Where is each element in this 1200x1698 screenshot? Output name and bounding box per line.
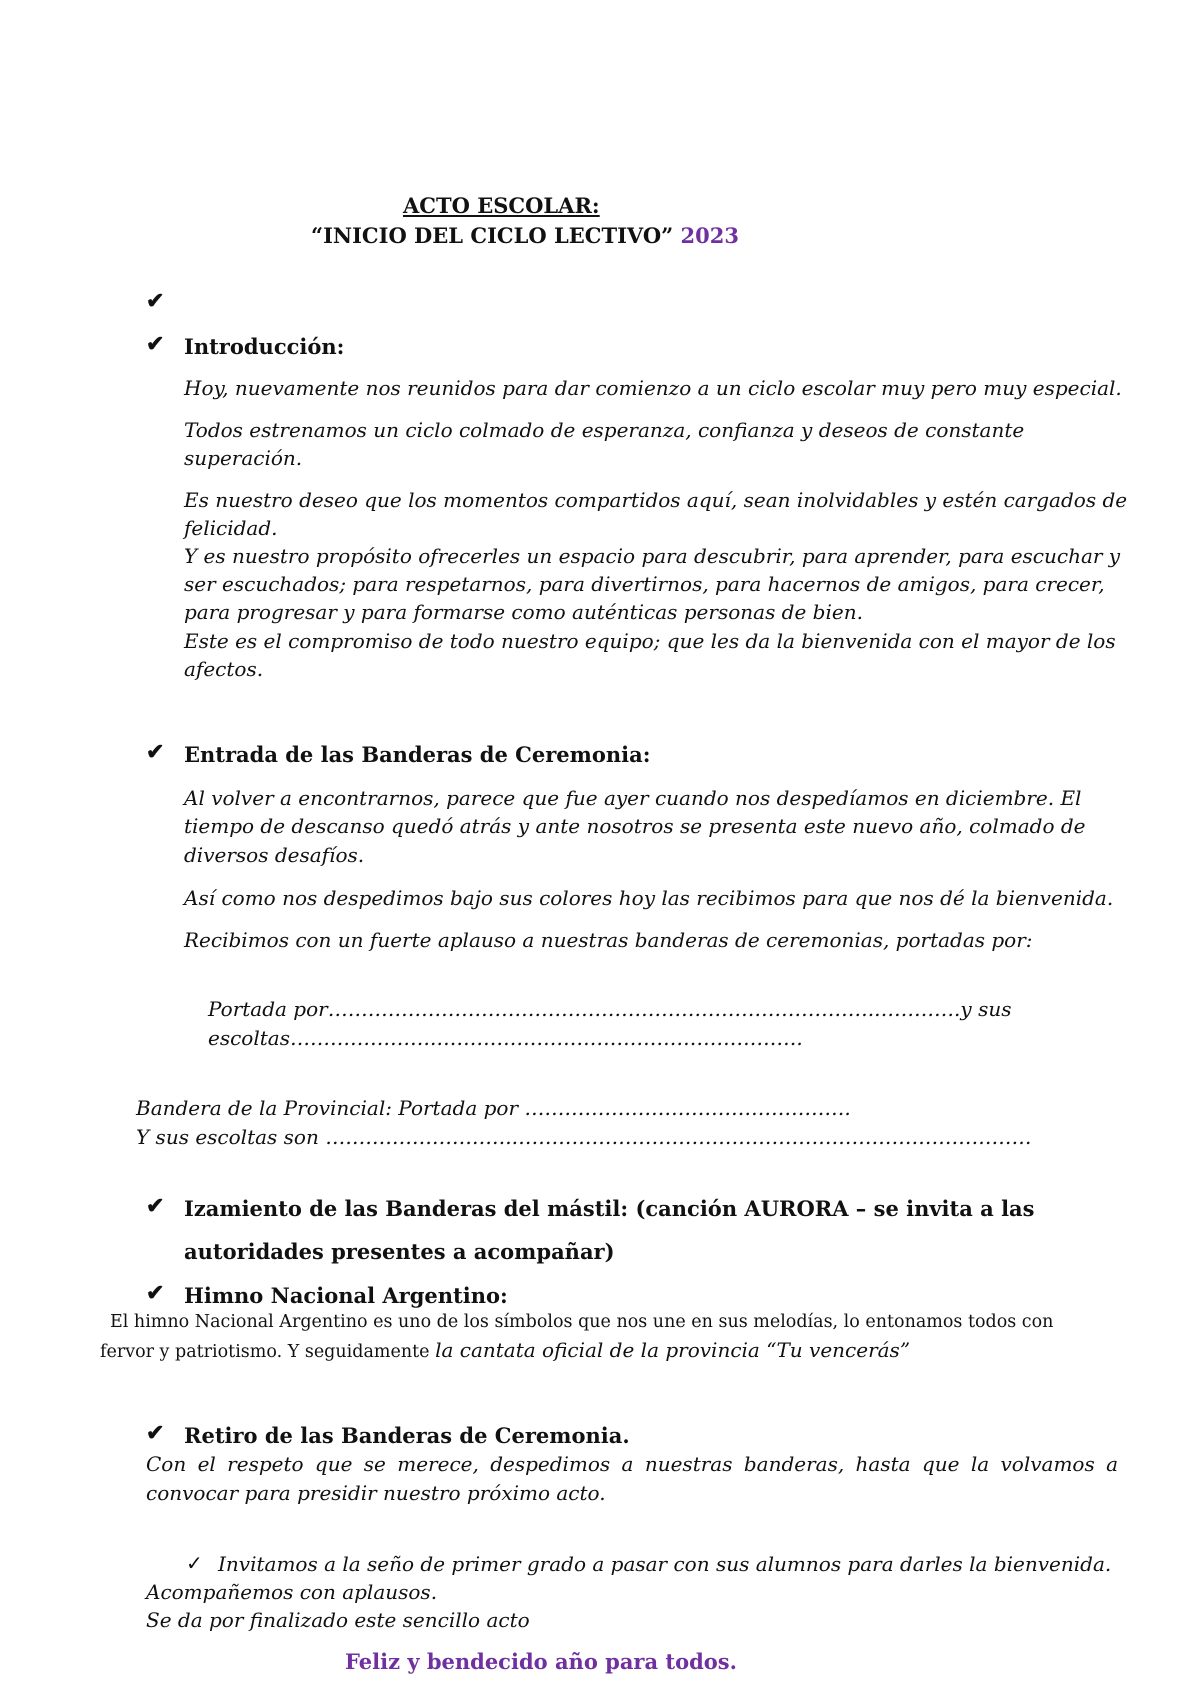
bandera-provincial-line-2: Y sus escoltas son ……………………….…………………………………………………………………… [136, 1125, 1032, 1149]
intro-paragraph-5-line-1: Este es el compromiso de todo nuestro equipo; que les da la bienvenida con el mayor de los [184, 629, 1116, 653]
finalizado-text: Se da por finalizado este sencillo acto [146, 1608, 530, 1632]
intro-paragraph-2-line-2: superación. [184, 446, 303, 470]
check-icon: ✔ [146, 288, 165, 314]
acompanemos-text: Acompañemos con aplausos. [146, 1580, 438, 1604]
himno-text-line-2 [100, 1337, 910, 1365]
intro-paragraph-4-line-1: Y es nuestro propósito ofrecerles un espacio para descubrir, para aprender, para escuchar y [184, 544, 1121, 568]
entrada-paragraph-2: Así como nos despedimos bajo sus colores hoy las recibimos para que nos dé la bienvenida. [184, 886, 1114, 910]
invitamos-text: Invitamos a la seño de primer grado a pasar con sus alumnos para darles la bienvenida. [218, 1552, 1112, 1576]
section-heading-entrada: Entrada de las Banderas de Ceremonia: [184, 742, 651, 767]
entrada-paragraph-3: Recibimos con un fuerte aplauso a nuestras banderas de ceremonias, portadas por: [184, 928, 1033, 952]
check-icon: ✔ [146, 1193, 165, 1219]
intro-paragraph-4-line-2: ser escuchados; para respetarnos, para divertirnos, para hacernos de amigos, para crecer, [184, 572, 1105, 596]
himno-text-line-1: El himno Nacional Argentino es uno de los símbolos que nos une en sus melodías, lo entonamos todos con [110, 1312, 1054, 1332]
portada-line-1: Portada por……………………………………………………………………….………….y sus [208, 997, 1012, 1021]
section-heading-himno: Himno Nacional Argentino: [184, 1283, 508, 1308]
intro-paragraph-1: Hoy, nuevamente nos reunidos para dar comienzo a un ciclo escolar muy pero muy especial. [184, 376, 1122, 400]
section-heading-introduccion: Introducción: [184, 334, 345, 359]
retiro-paragraph-line-1: Con el respeto que se merece, despedimos a nuestras banderas, hasta que la volvamos a [146, 1452, 1119, 1476]
title-line-1: ACTO ESCOLAR: [403, 193, 600, 218]
section-heading-retiro: Retiro de las Banderas de Ceremonia. [184, 1423, 630, 1448]
title-year: 2023 [680, 223, 739, 248]
intro-paragraph-5-line-2: afectos. [184, 657, 264, 681]
section-heading-izamiento-line-2: autoridades presentes a acompañar) [184, 1239, 615, 1264]
intro-paragraph-4-line-3: para progresar y para formarse como auténticas personas de bien. [184, 600, 863, 624]
intro-paragraph-2-line-1: Todos estrenamos un ciclo colmado de esperanza, confianza y deseos de constante [184, 418, 1025, 442]
entrada-paragraph-1-line-1: Al volver a encontrarnos, parece que fue ayer cuando nos despedíamos en diciembre. El [184, 786, 1082, 810]
section-heading-izamiento-line-1: Izamiento de las Banderas del mástil: (canción AURORA – se invita a las [184, 1196, 1035, 1221]
check-icon: ✔ [146, 739, 165, 765]
portada-line-2: escoltas………………….………………………………………………. [208, 1026, 803, 1050]
entrada-paragraph-1-line-3: diversos desafíos. [184, 843, 365, 867]
himno-text-italic: la cantata oficial de la provincia “Tu vencerás” [435, 1338, 911, 1362]
intro-paragraph-3-line-2: felicidad. [184, 516, 278, 540]
retiro-paragraph-line-2: convocar para presidir nuestro próximo acto. [146, 1481, 606, 1505]
entrada-paragraph-1-line-2: tiempo de descanso quedó atrás y ante nosotros se presenta este nuevo año, colmado de [184, 814, 1086, 838]
check-icon: ✔ [146, 1280, 165, 1306]
closing-greeting: Feliz y bendecido año para todos. [345, 1649, 737, 1674]
check-icon: ✔ [146, 331, 165, 357]
intro-paragraph-3-line-1: Es nuestro deseo que los momentos compartidos aquí, sean inolvidables y estén cargados de [184, 488, 1128, 512]
small-check-icon: ✓ [186, 1551, 203, 1575]
title-program: “INICIO DEL CICLO LECTIVO” [311, 223, 674, 248]
check-icon: ✔ [146, 1420, 165, 1446]
bandera-provincial-line-1: Bandera de la Provincial: Portada por …………………………………………. [136, 1096, 851, 1120]
himno-text-plain: fervor y patriotismo. Y seguidamente [100, 1342, 436, 1362]
title-line-2 [311, 223, 739, 248]
